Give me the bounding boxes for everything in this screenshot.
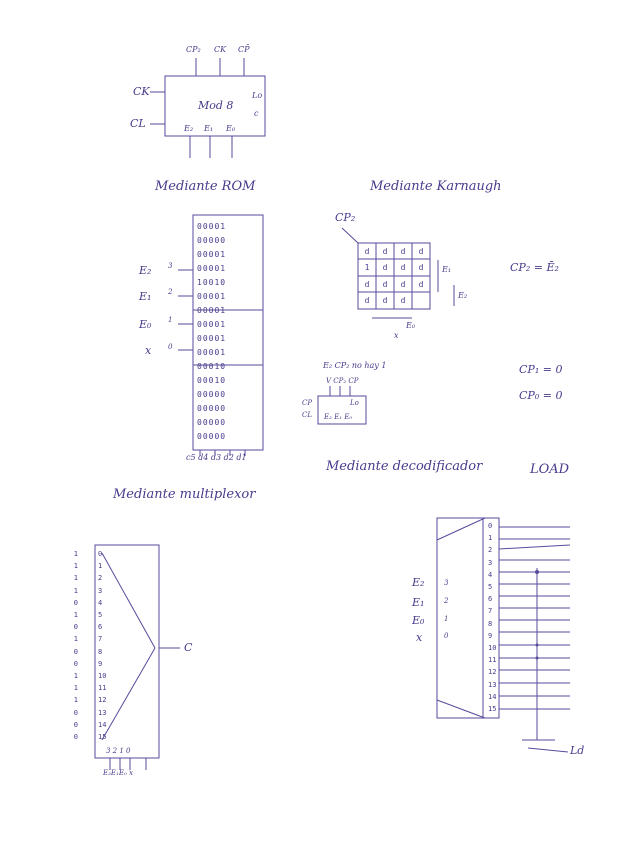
karnaugh-result-cp1: CP₁ = 0 (519, 363, 563, 376)
karnaugh-result-cp0: CP₀ = 0 (519, 389, 563, 402)
decoder-input-e2: E₂ (412, 576, 425, 589)
heading-karnaugh: Mediante Karnaugh (370, 179, 502, 194)
mux-input-value: 0 (73, 733, 78, 741)
mux-input-index: 0 (98, 550, 103, 558)
mux-input-value: 1 (73, 611, 78, 619)
rom-row: 00000 (197, 418, 227, 427)
karnaugh-cell: d (382, 263, 388, 272)
mux-input-index: 13 (98, 708, 107, 717)
rom-footer: c5 d4 d3 d2 d1 (186, 453, 247, 462)
mux-input-index: 7 (98, 635, 103, 644)
karnaugh-cell: d (418, 247, 424, 256)
mux-input-value: 0 (73, 659, 78, 668)
rom-row: 00001 (197, 320, 227, 329)
block-title: Mod 8 (198, 99, 234, 112)
mux-input-value: 0 (73, 623, 78, 632)
heading-mux: Mediante multiplexor (113, 487, 256, 502)
rom-row: 00000 (197, 432, 227, 441)
mux-input-value: 1 (73, 574, 78, 583)
decoder-output-index: 1 (488, 534, 493, 543)
rom-row: 00010 (197, 376, 227, 385)
rom-row: 00001 (197, 306, 227, 315)
karnaugh-cell: d (400, 280, 406, 289)
karnaugh-label: CP₂ (335, 211, 356, 224)
decoder-output-index: 14 (488, 692, 497, 701)
mux-input-value: 0 (73, 647, 78, 656)
decoder-input-value-2: 2 (444, 597, 449, 605)
mux-input-index: 15 (98, 733, 107, 741)
karnaugh-cell: d (364, 280, 370, 289)
heading-decoder: Mediante decodificador (326, 459, 483, 474)
mux-input-value: 0 (73, 598, 78, 607)
karnaugh-note: E₂ CP₂ no hay 1 (323, 361, 387, 370)
karnaugh-cell: d (382, 280, 388, 289)
mux-input-index: 4 (98, 598, 103, 607)
decoder-output-label: Ld (570, 744, 585, 757)
decoder-output-index: 10 (488, 644, 497, 652)
block-input-ck: CK (214, 45, 227, 54)
karnaugh-cell: d (364, 247, 370, 256)
mux-input-index: 14 (98, 720, 107, 729)
block-input-cp2: CP₂ (186, 45, 201, 54)
decoder-output-index: 5 (488, 583, 493, 591)
rom-input-x: x (145, 344, 152, 357)
rom-input-value-3: 3 (168, 262, 173, 270)
mux-input-value: 1 (73, 586, 78, 595)
block-right-c: c (254, 109, 259, 118)
mux-select-bottom: E₂E₁E₀ x (103, 769, 133, 777)
decoder-output-index: 3 (488, 558, 493, 567)
mux-input-index: 12 (98, 696, 107, 705)
rom-row: 10010 (197, 278, 227, 287)
mux-input-index: 1 (98, 562, 103, 571)
mux-output: C (184, 641, 193, 654)
mux-input-value: 1 (73, 684, 78, 693)
karnaugh-cell: d (382, 247, 388, 256)
decoder-output-index: 0 (488, 522, 493, 530)
rom-input-e0: E₀ (139, 318, 152, 331)
decoder-output-index: 15 (488, 705, 497, 713)
karnaugh-cell: 1 (364, 263, 370, 272)
mux-input-index: 3 (98, 586, 103, 595)
decoder-output-index: 2 (488, 546, 493, 555)
rom-row: 00000 (197, 236, 227, 245)
rom-row: 00000 (197, 404, 227, 413)
mux-input-index: 11 (98, 684, 107, 693)
rom-row: 00001 (197, 334, 227, 343)
decoder-input-x: x (416, 631, 423, 644)
karnaugh-side-e1: E₁ (442, 265, 452, 274)
heading-decoder-load: LOAD (530, 462, 570, 477)
mux-input-index: 9 (98, 659, 103, 668)
karnaugh-bottom-e0: E₀ (406, 321, 416, 330)
block-input-cp: CP̄ (238, 45, 250, 54)
small-block-bottom: E₂ E₁ E₀ (324, 413, 353, 421)
block-left-cl: CL (130, 117, 146, 130)
rom-input-value-2: 2 (168, 288, 173, 296)
decoder-input-value-0: 0 (444, 632, 449, 640)
karnaugh-cell: d (382, 296, 388, 305)
decoder-input-value-3: 3 (444, 579, 449, 587)
karnaugh-side-e2: E₂ (458, 291, 468, 300)
decoder-output-index: 7 (488, 607, 493, 616)
mux-input-value: 1 (73, 562, 78, 571)
karnaugh-bottom-x: x (394, 331, 399, 340)
karnaugh-cell: d (418, 280, 424, 289)
rom-input-value-1: 1 (168, 316, 173, 324)
decoder-output-index: 4 (488, 570, 493, 579)
mux-input-value: 0 (73, 720, 78, 729)
decoder-input-value-1: 1 (444, 615, 449, 623)
karnaugh-cell: d (400, 247, 406, 256)
block-right-lo: Lo (252, 91, 263, 100)
karnaugh-result: CP₂ = Ē₂ (510, 261, 559, 274)
mux-input-index: 5 (98, 611, 103, 619)
rom-input-value-0: 0 (168, 343, 173, 351)
decoder-output-index: 6 (488, 595, 493, 604)
block-output-e1: E₁ (204, 124, 214, 133)
rom-input-e2: E₂ (139, 264, 152, 277)
mux-input-value: 1 (73, 696, 78, 705)
mux-input-index: 2 (98, 574, 103, 583)
karnaugh-cell: d (400, 296, 406, 305)
rom-row: 00000 (197, 390, 227, 399)
block-left-ck: CK (133, 85, 150, 98)
rom-row: 00001 (197, 250, 227, 259)
small-block-left-cl: CL (302, 411, 313, 419)
decoder-output-index: 8 (488, 619, 493, 628)
decoder-output-index: 13 (488, 680, 497, 689)
block-output-e0: E₀ (226, 124, 236, 133)
rom-row: 00001 (197, 264, 227, 273)
mux-input-value: 1 (73, 550, 78, 558)
mux-select-labels: 3 2 1 0 (106, 747, 131, 755)
mux-input-value: 0 (73, 708, 78, 717)
rom-row: 00010 (197, 362, 227, 371)
mux-input-value: 1 (73, 672, 78, 680)
block-output-e2: E₂ (184, 124, 194, 133)
heading-rom: Mediante ROM (155, 179, 256, 194)
karnaugh-cell: d (400, 263, 406, 272)
rom-input-e1: E₁ (139, 290, 152, 303)
mux-input-index: 6 (98, 623, 103, 632)
decoder-input-e0: E₀ (412, 614, 425, 627)
karnaugh-cell: d (364, 296, 370, 305)
karnaugh-cell: d (418, 263, 424, 272)
mux-input-index: 8 (98, 647, 103, 656)
decoder-input-e1: E₁ (412, 596, 425, 609)
decoder-output-index: 9 (488, 631, 493, 640)
decoder-output-index: 11 (488, 656, 497, 665)
rom-row: 00001 (197, 292, 227, 301)
decoder-output-index: 12 (488, 668, 497, 677)
small-block-left-cp: CP (302, 399, 313, 407)
mux-input-value: 1 (73, 635, 78, 644)
small-block-right: Lo (350, 399, 359, 407)
small-block-top: V CP₂ CP (326, 377, 359, 385)
rom-row: 00001 (197, 348, 227, 357)
rom-row: 00001 (197, 222, 227, 231)
mux-input-index: 10 (98, 672, 107, 680)
